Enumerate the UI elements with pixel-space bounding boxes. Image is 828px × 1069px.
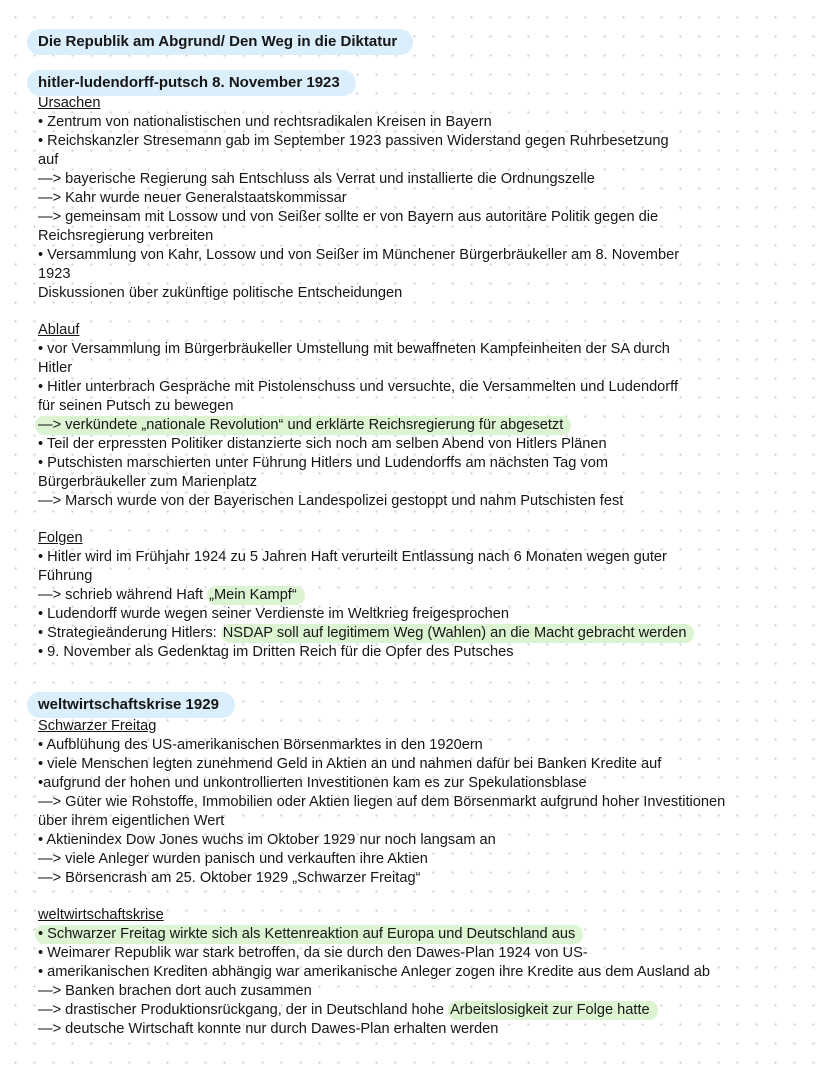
- wwk-line: —> Banken brachen dort auch zusammen: [38, 983, 312, 999]
- ablauf-line: —> Marsch wurde von der Bayerischen Landespolizei gestoppt und nahm Putschisten fest: [38, 493, 624, 509]
- freitag-heading: Schwarzer Freitag: [38, 718, 157, 734]
- folgen-line: [38, 586, 305, 605]
- folgen-line: [38, 624, 694, 643]
- wwk-line: —> deutsche Wirtschaft konnte nur durch Dawes-Plan erhalten werden: [38, 1021, 499, 1037]
- ursachen-line: —> bayerische Regierung sah Entschluss als Verrat und installierte die Ordnungszelle: [38, 171, 595, 187]
- ursachen-line: —> Kahr wurde neuer Generalstaatskommissar: [38, 190, 347, 206]
- freitag-line: —> Güter wie Rohstoffe, Immobilien oder Aktien liegen auf dem Börsenmarkt aufgrund hoher Investitionen: [38, 794, 726, 810]
- highlight: Arbeitslosigkeit zur Folge hatte: [448, 1001, 658, 1020]
- ablauf-line: • Teil der erpressten Politiker distanzierte sich noch am selben Abend von Hitlers Plänen: [38, 436, 607, 452]
- ursachen-line: • Versammlung von Kahr, Lossow und von Seißer im Münchener Bürgerbräukeller am 8. November: [38, 247, 680, 263]
- freitag-line: •aufgrund der hohen und unkontrollierten Investitionen kam es zur Spekulationsblase: [38, 775, 587, 791]
- wwk-line: • Weimarer Republik war stark betroffen, da sie durch den Dawes-Plan 1924 von US-: [38, 945, 588, 961]
- wwk-line: [38, 1001, 658, 1020]
- folgen-line: • Hitler wird im Frühjahr 1924 zu 5 Jahren Haft verurteilt Entlassung nach 6 Monaten wegen guter: [38, 549, 667, 565]
- wwk-line: • amerikanischen Krediten abhängig war amerikanische Anleger zogen ihre Kredite aus dem Ausland ab: [38, 964, 710, 980]
- folgen-line: • 9. November als Gedenktag im Dritten Reich für die Opfer des Putsches: [38, 644, 514, 660]
- ablauf-line: Hitler: [38, 360, 73, 376]
- highlight: —> verkündete „nationale Revolution“ und erklärte Reichsregierung für abgesetzt: [35, 416, 571, 435]
- freitag-line: —> viele Anleger wurden panisch und verkauften ihre Aktien: [38, 851, 428, 867]
- wwk-heading: weltwirtschaftskrise: [38, 907, 164, 923]
- ablauf-line: • vor Versammlung im Bürgerbräukeller Umstellung mit bewaffneten Kampfeinheiten der SA durch: [38, 341, 670, 357]
- folgen-text: • Strategieänderung Hitlers:: [38, 625, 221, 641]
- ursachen-heading: Ursachen: [38, 95, 101, 111]
- highlight: • Schwarzer Freitag wirkte sich als Kettenreaktion auf Europa und Deutschland aus: [35, 925, 583, 944]
- ursachen-line: • Zentrum von nationalistischen und rechtsradikalen Kreisen in Bayern: [38, 114, 492, 130]
- ablauf-heading: Ablauf: [38, 322, 80, 338]
- freitag-line: • Aktienindex Dow Jones wuchs im Oktober 1929 nur noch langsam an: [38, 832, 496, 848]
- wwk-text: —> drastischer Produktionsrückgang, der in Deutschland hohe: [38, 1002, 449, 1018]
- highlight: „Mein Kampf“: [207, 586, 305, 605]
- ablauf-line: Bürgerbräukeller zum Marienplatz: [38, 474, 257, 490]
- folgen-heading: Folgen: [38, 530, 83, 546]
- wwk-line-highlight: [38, 925, 583, 944]
- freitag-line: • Aufblühung des US-amerikanischen Börsenmarktes in den 1920ern: [38, 737, 483, 753]
- ursachen-line: —> gemeinsam mit Lossow und von Seißer sollte er von Bayern aus autoritäre Politik gegen die: [38, 209, 659, 225]
- page-title: Die Republik am Abgrund/ Den Weg in die Diktatur: [27, 29, 413, 55]
- ursachen-line: auf: [38, 152, 59, 168]
- putsch-heading: hitler-ludendorff-putsch 8. November 1923: [27, 70, 356, 96]
- folgen-line: • Ludendorff wurde wegen seiner Verdienste im Weltkrieg freigesprochen: [38, 606, 510, 622]
- ursachen-line: • Reichskanzler Stresemann gab im September 1923 passiven Widerstand gegen Ruhrbesetzung: [38, 133, 669, 149]
- freitag-line: • viele Menschen legten zunehmend Geld in Aktien an und nahmen dafür bei Banken Kredite auf: [38, 756, 662, 772]
- freitag-line: —> Börsencrash am 25. Oktober 1929 „Schwarzer Freitag“: [38, 870, 421, 886]
- ablauf-line: • Putschisten marschierten unter Führung Hitlers und Ludendorffs am nächsten Tag vom: [38, 455, 608, 471]
- ursachen-line: 1923: [38, 266, 71, 282]
- highlight: NSDAP soll auf legitimem Weg (Wahlen) an die Macht gebracht werden: [221, 624, 695, 643]
- folgen-line: Führung: [38, 568, 93, 584]
- krise-heading: weltwirtschaftskrise 1929: [27, 692, 235, 718]
- ursachen-line: Reichsregierung verbreiten: [38, 228, 214, 244]
- freitag-line: über ihrem eigentlichen Wert: [38, 813, 225, 829]
- ablauf-line: • Hitler unterbrach Gespräche mit Pistolenschuss und versuchte, die Versammelten und Ludendorff: [38, 379, 679, 395]
- folgen-text: —> schrieb während Haft: [38, 587, 208, 603]
- ablauf-line-highlight: [38, 416, 571, 435]
- ablauf-line: für seinen Putsch zu bewegen: [38, 398, 234, 414]
- ursachen-line: Diskussionen über zukünftige politische Entscheidungen: [38, 285, 403, 301]
